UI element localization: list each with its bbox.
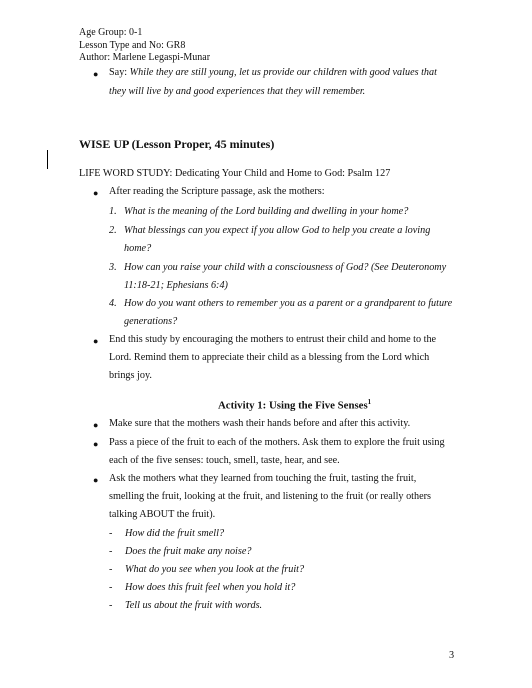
dash-marker: - [109,528,113,539]
page-number: 3 [449,650,455,661]
footnote-marker: 1 [367,398,372,406]
dash-question: Does the fruit make any noise? [125,546,252,557]
section-title: WISE UP (Lesson Proper, 45 minutes) [79,137,275,151]
question-number: 1. [109,206,117,217]
question-number: 4. [109,298,117,309]
dash-question: How does this fruit feel when you hold it? [125,582,296,593]
ask-mothers-line: Ask the mothers what they learned from touching the fruit, tasting the fruit, [109,473,417,484]
question-line: generations? [124,316,178,327]
bullet-icon: ● [93,439,99,449]
author: Author: Marlene Legaspi-Munar [79,52,211,63]
say-text-1: While they are still young, let us provide our children with good values that [129,67,437,78]
bullet-icon: ● [93,69,99,79]
dash-marker: - [109,582,113,593]
dash-marker: - [109,600,113,611]
say-prefix: Say: [109,67,130,78]
end-study-line: End this study by encouraging the mothers to entrust their child and home to the [109,334,437,345]
age-group: Age Group: 0-1 [79,27,143,38]
ask-mothers-line: smelling the fruit, looking at the fruit, and listening to the fruit (or really others [109,491,431,502]
say-line-2: they will live by and good experiences that they will remember. [109,86,366,97]
question-line: How can you raise your child with a consciousness of God? (See Deuteronomy [124,262,447,273]
bullet-icon: ● [93,420,99,430]
activity-title-text: Activity 1: Using the Five Senses [218,399,368,412]
dash-question: What do you see when you look at the fruit? [125,564,305,575]
dash-question: How did the fruit smell? [125,528,225,539]
pass-fruit-line: Pass a piece of the fruit to each of the mothers. Ask them to explore the fruit using [109,437,445,448]
question-number: 2. [109,225,117,236]
lesson-type: Lesson Type and No: GR8 [79,40,186,51]
dash-marker: - [109,546,113,557]
question-line: How do you want others to remember you as a parent or a grandparent to future [124,298,453,309]
end-study-line: brings joy. [109,370,152,381]
word-study-line: LIFE WORD STUDY: Dedicating Your Child and Home to God: Psalm 127 [79,168,391,179]
activity-title [218,398,371,412]
end-study-line: Lord. Remind them to appreciate their child as a blessing from the Lord which [109,352,430,363]
wash-hands: Make sure that the mothers wash their hands before and after this activity. [109,418,411,429]
pass-fruit-line: each of the five senses: touch, smell, taste, hear, and see. [109,455,340,466]
text-cursor [47,150,48,169]
say-line-1 [109,67,437,78]
question-number: 3. [109,262,117,273]
question-line: home? [124,243,152,254]
bullet-icon: ● [93,336,99,346]
bullet-icon: ● [93,475,99,485]
dash-question: Tell us about the fruit with words. [125,600,263,611]
bullet-icon: ● [93,188,99,198]
after-reading: After reading the Scripture passage, ask the mothers: [109,186,325,197]
question-line: What is the meaning of the Lord building and dwelling in your home? [124,206,409,217]
dash-marker: - [109,564,113,575]
question-line: What blessings can you expect if you allow God to help you create a loving [124,225,431,236]
question-line: 11:18-21; Ephesians 6:4) [124,280,228,291]
ask-mothers-line: talking ABOUT the fruit). [109,509,216,520]
